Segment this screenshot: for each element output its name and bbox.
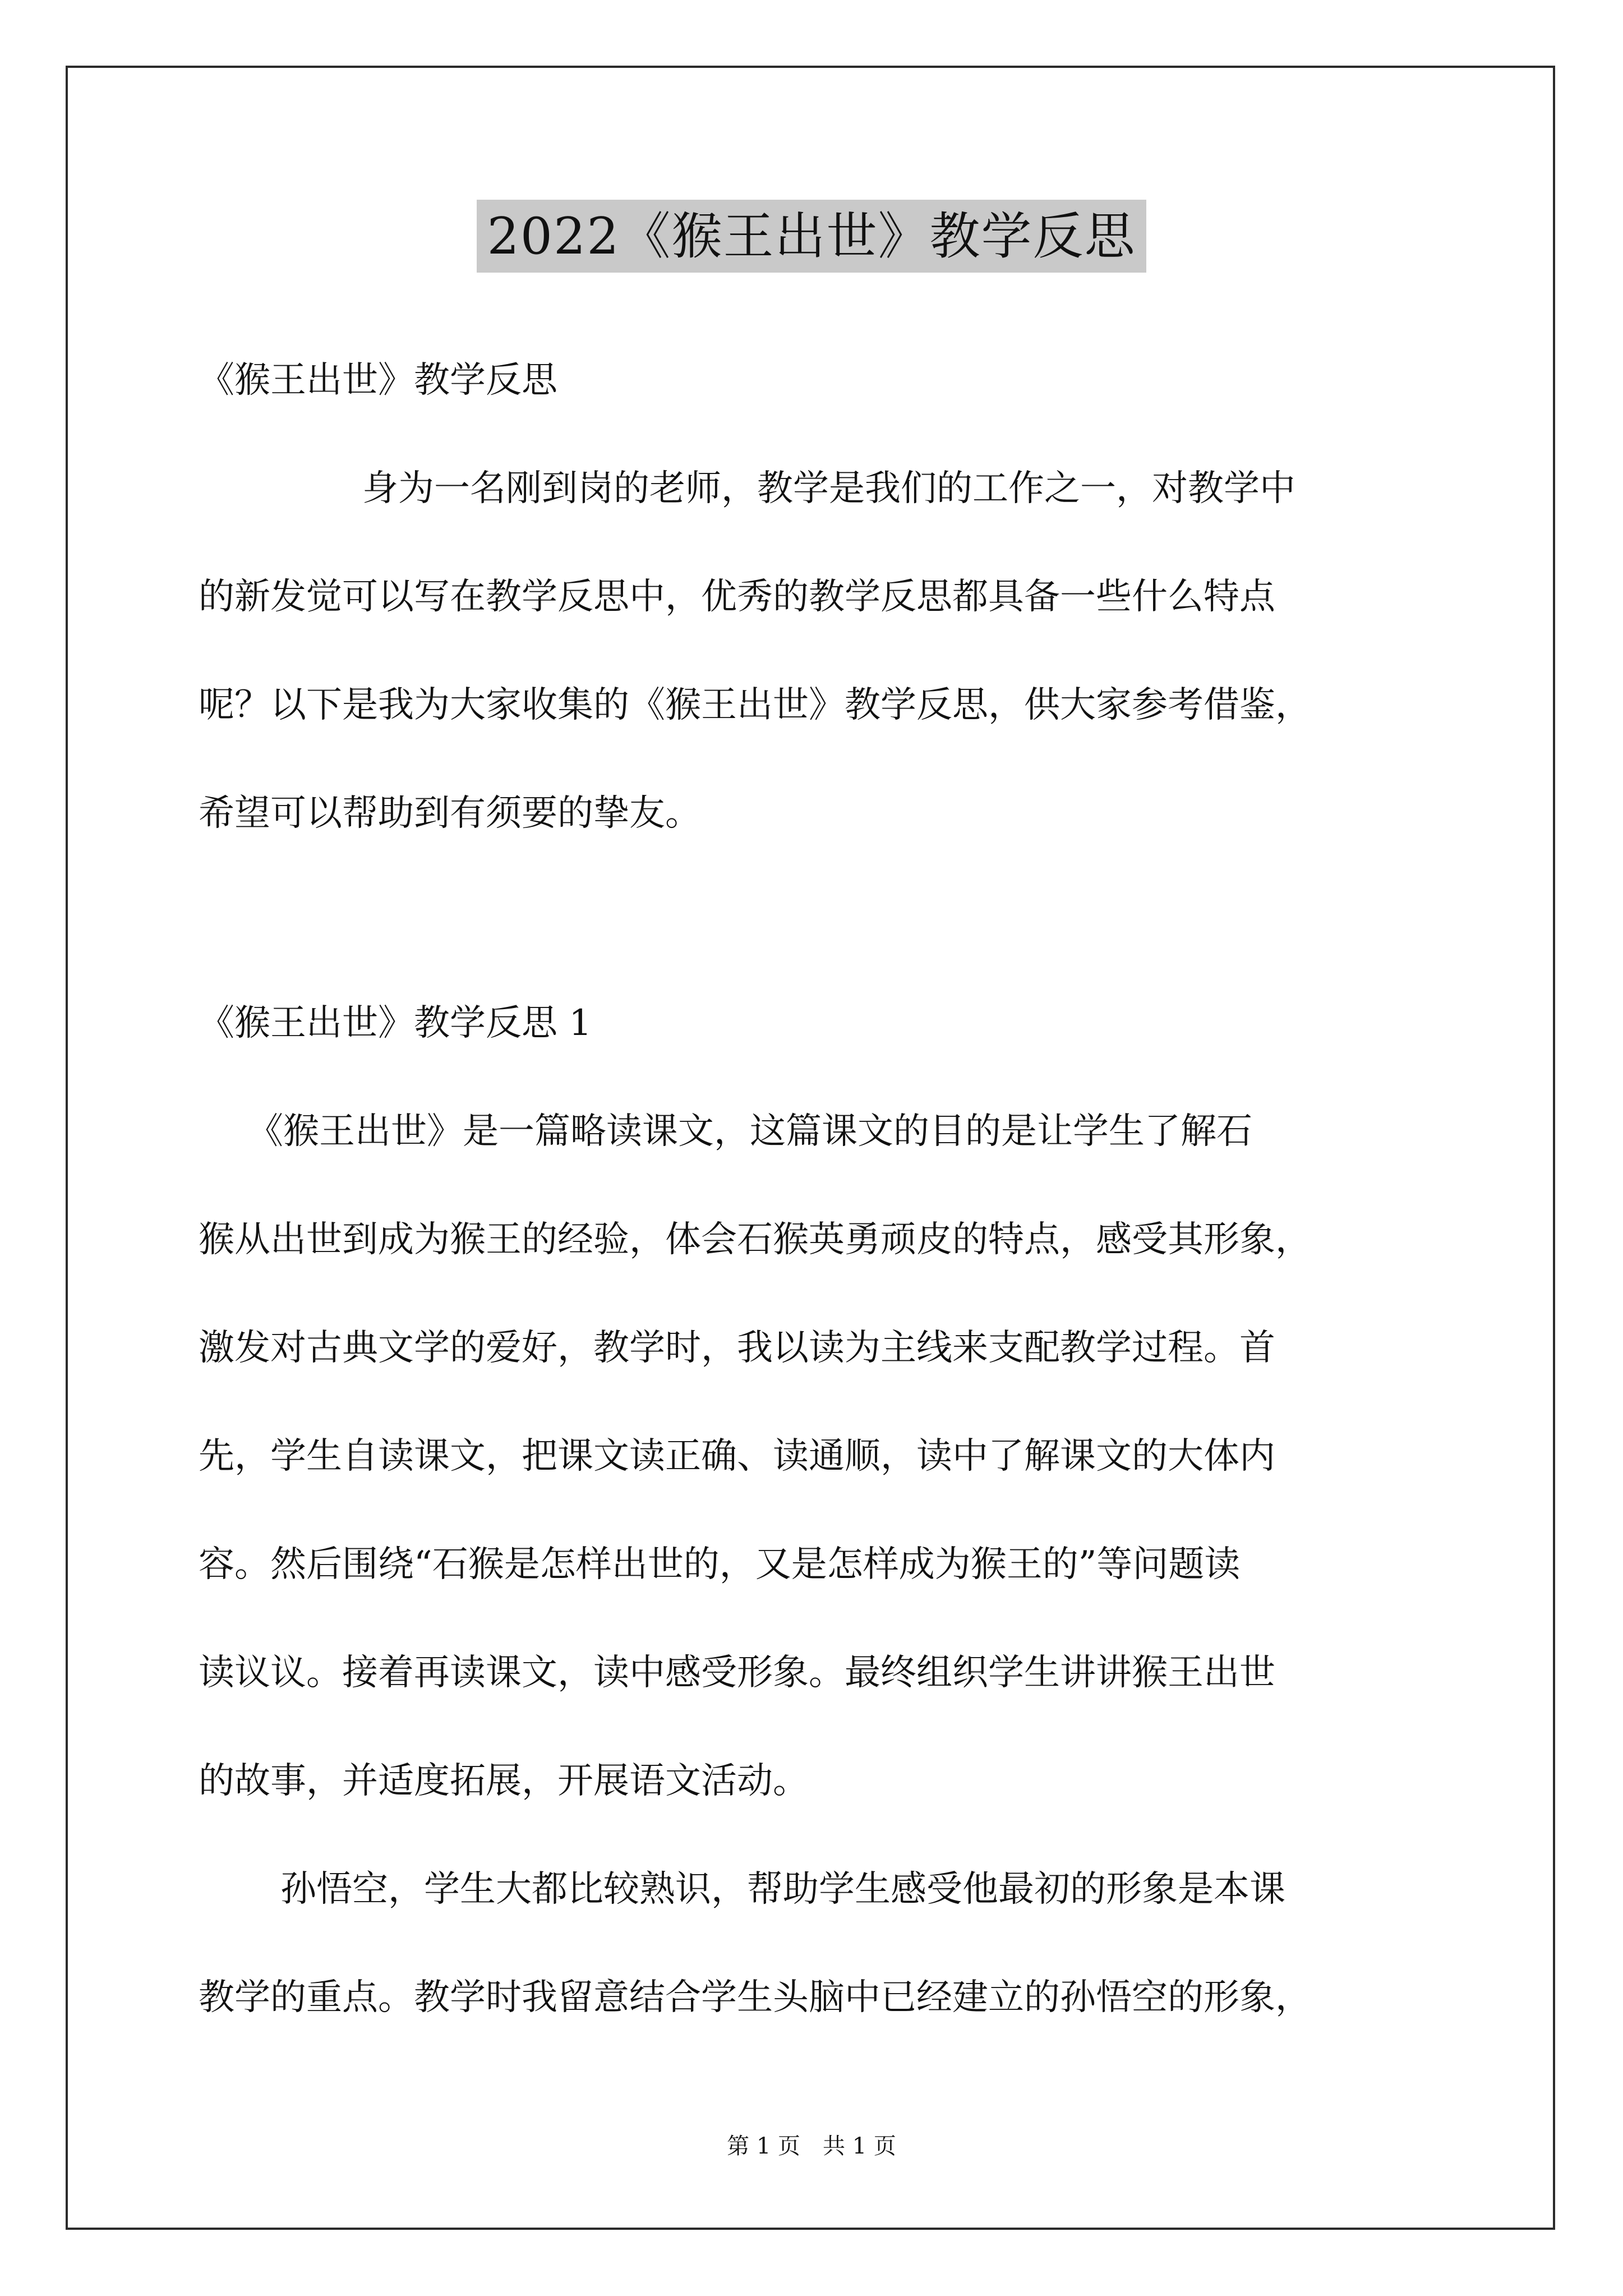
paragraph-line: 容。然后围绕“石猴是怎样出世的，又是怎样成为猴王的”等问题读 [199,1544,1241,1585]
paragraph-line: 读议议。接着再读课文，读中感受形象。最终组织学生讲讲猴王出世 [199,1652,1275,1694]
title-container [0,200,1623,273]
paragraph-line: 的故事，并适度拓展，开展语文活动。 [199,1760,809,1802]
paragraph-line: 《猴王出世》是一篇略读课文，这篇课文的目的是让学生了解石 [247,1111,1252,1152]
paragraph-line: 猴从出世到成为猴王的经验，体会石猴英勇顽皮的特点，感受其形象， [199,1219,1311,1260]
intro-line: 的新发觉可以写在教学反思中，优秀的教学反思都具备一些什么特点 [199,576,1275,618]
intro-line: 身为一名刚到岗的老师，教学是我们的工作之一，对教学中 [362,468,1295,509]
intro-line: 呢？以下是我为大家收集的《猴王出世》教学反思，供大家参考借鉴， [199,684,1311,726]
paragraph-line: 先，学生自读课文，把课文读正确、读通顺，读中了解课文的大体内 [199,1435,1275,1477]
subtitle: 《猴王出世》教学反思 [199,360,557,401]
document-title: 2022《猴王出世》教学反思 [477,200,1146,273]
paragraph-line: 孙悟空，学生大都比较熟识，帮助学生感受他最初的形象是本课 [280,1869,1285,1910]
paragraph-line: 激发对古典文学的爱好，教学时，我以读为主线来支配教学过程。首 [199,1327,1275,1369]
paragraph-line: 教学的重点。教学时我留意结合学生头脑中已经建立的孙悟空的形象， [199,1977,1311,2018]
intro-line: 希望可以帮助到有须要的挚友。 [199,793,701,834]
page-footer: 第 1 页 共 1 页 [727,2133,896,2159]
section-heading: 《猴王出世》教学反思 1 [199,1002,592,1044]
